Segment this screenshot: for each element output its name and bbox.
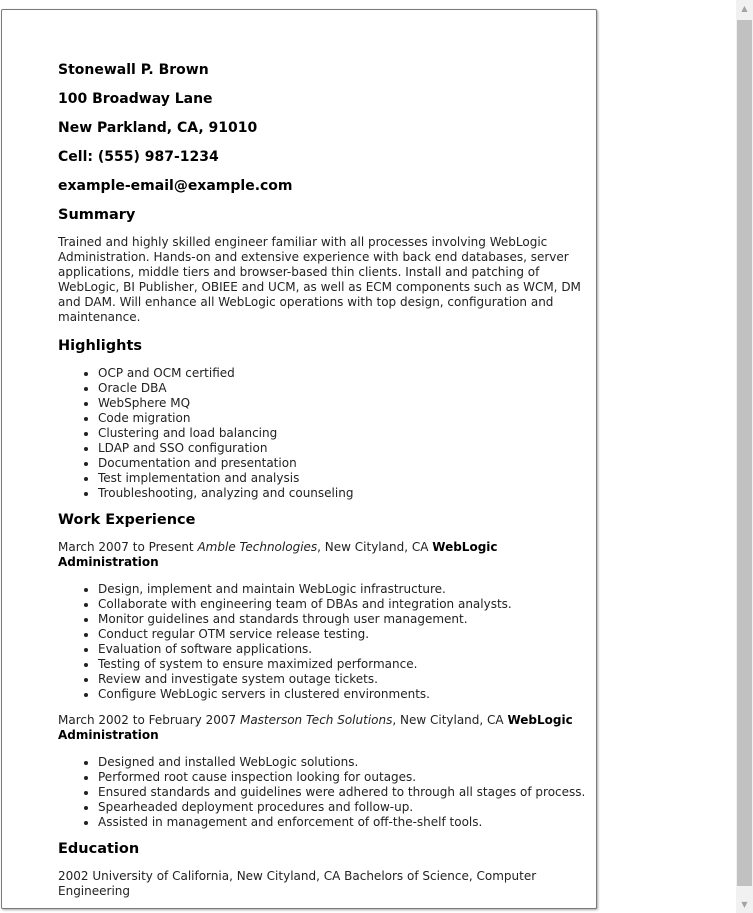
job-duties-list — [58, 582, 588, 702]
address-line: 100 Broadway Lane — [58, 91, 213, 107]
summary-text: Trained and highly skilled engineer familiar with all processes involving WebLogic Administration. Hands-on and extensive experience with back end databases, server applications, middle tiers and browser-based thin clients. Install and patching of WebLogic, BI Publisher, OBIEE and UCM, as well as ECM components such as WCM, DM and DAM. Will enhance all WebLogic operations with top design, configuration and maintenance. — [58, 235, 581, 324]
job-duty: • Conduct regular OTM service release testing. — [98, 627, 588, 642]
highlights-list — [58, 366, 588, 501]
job-duty: • Evaluation of software applications. — [98, 642, 588, 657]
email-line: example-email@example.com — [58, 178, 293, 194]
highlight-item: • Oracle DBA — [98, 381, 588, 396]
scroll-down-arrow-icon[interactable]: ▼ — [741, 900, 748, 909]
job-location: , New Cityland, CA — [392, 713, 504, 727]
job-duty: • Monitor guidelines and standards through user management. — [98, 612, 588, 627]
experience-heading: Work Experience — [58, 512, 196, 528]
highlight-item: • Documentation and presentation — [98, 456, 588, 471]
summary-heading: Summary — [58, 207, 136, 223]
job-duty: • Testing of system to ensure maximized performance. — [98, 657, 588, 672]
job-duty: • Ensured standards and guidelines were adhered to through all stages of process. — [98, 785, 588, 800]
job-duty: • Configure WebLogic servers in clustered environments. — [98, 687, 588, 702]
job-role: WebLogic Administration — [58, 713, 573, 742]
highlight-item: • Troubleshooting, analyzing and counseling — [98, 486, 588, 501]
job-duty: • Assisted in management and enforcement of off-the-shelf tools. — [98, 815, 588, 830]
scroll-up-arrow-icon[interactable]: ▲ — [741, 4, 748, 13]
job-duties-list — [58, 755, 588, 830]
job-header — [58, 713, 588, 743]
resume-page — [1, 9, 597, 909]
education-heading: Education — [58, 841, 140, 857]
job-duty: • Designed and installed WebLogic solutions. — [98, 755, 588, 770]
candidate-name: Stonewall P. Brown — [58, 62, 209, 78]
highlight-item: • OCP and OCM certified — [98, 366, 588, 381]
highlight-item: • Code migration — [98, 411, 588, 426]
education-text: 2002 University of California, New Cityland, CA Bachelors of Science, Computer Engineering — [58, 869, 537, 898]
job-duty: • Design, implement and maintain WebLogic infrastructure. — [98, 582, 588, 597]
job-duty: • Review and investigate system outage tickets. — [98, 672, 588, 687]
job-location: , New Cityland, CA — [317, 540, 429, 554]
city-line: New Parkland, CA, 91010 — [58, 120, 258, 136]
job-header — [58, 540, 588, 570]
job-duty: • Spearheaded deployment procedures and follow-up. — [98, 800, 588, 815]
highlight-item: • Test implementation and analysis — [98, 471, 588, 486]
vertical-scrollbar[interactable] — [736, 0, 753, 913]
highlight-item: • LDAP and SSO configuration — [98, 441, 588, 456]
highlight-item: • WebSphere MQ — [98, 396, 588, 411]
job-duty: • Performed root cause inspection looking for outages. — [98, 770, 588, 785]
scroll-thumb[interactable] — [737, 20, 752, 886]
phone-line: Cell: (555) 987-1234 — [58, 149, 219, 165]
highlights-heading: Highlights — [58, 338, 143, 354]
job-company: Masterson Tech Solutions — [239, 713, 393, 727]
resume-content — [58, 62, 588, 912]
job-dates: March 2007 to Present — [58, 540, 194, 554]
job-duty: • Collaborate with engineering team of DBAs and integration analysts. — [98, 597, 588, 612]
job-dates: March 2002 to February 2007 — [58, 713, 237, 727]
job-role: WebLogic Administration — [58, 540, 498, 569]
highlight-item: • Clustering and load balancing — [98, 426, 588, 441]
job-company: Amble Technologies — [197, 540, 318, 554]
